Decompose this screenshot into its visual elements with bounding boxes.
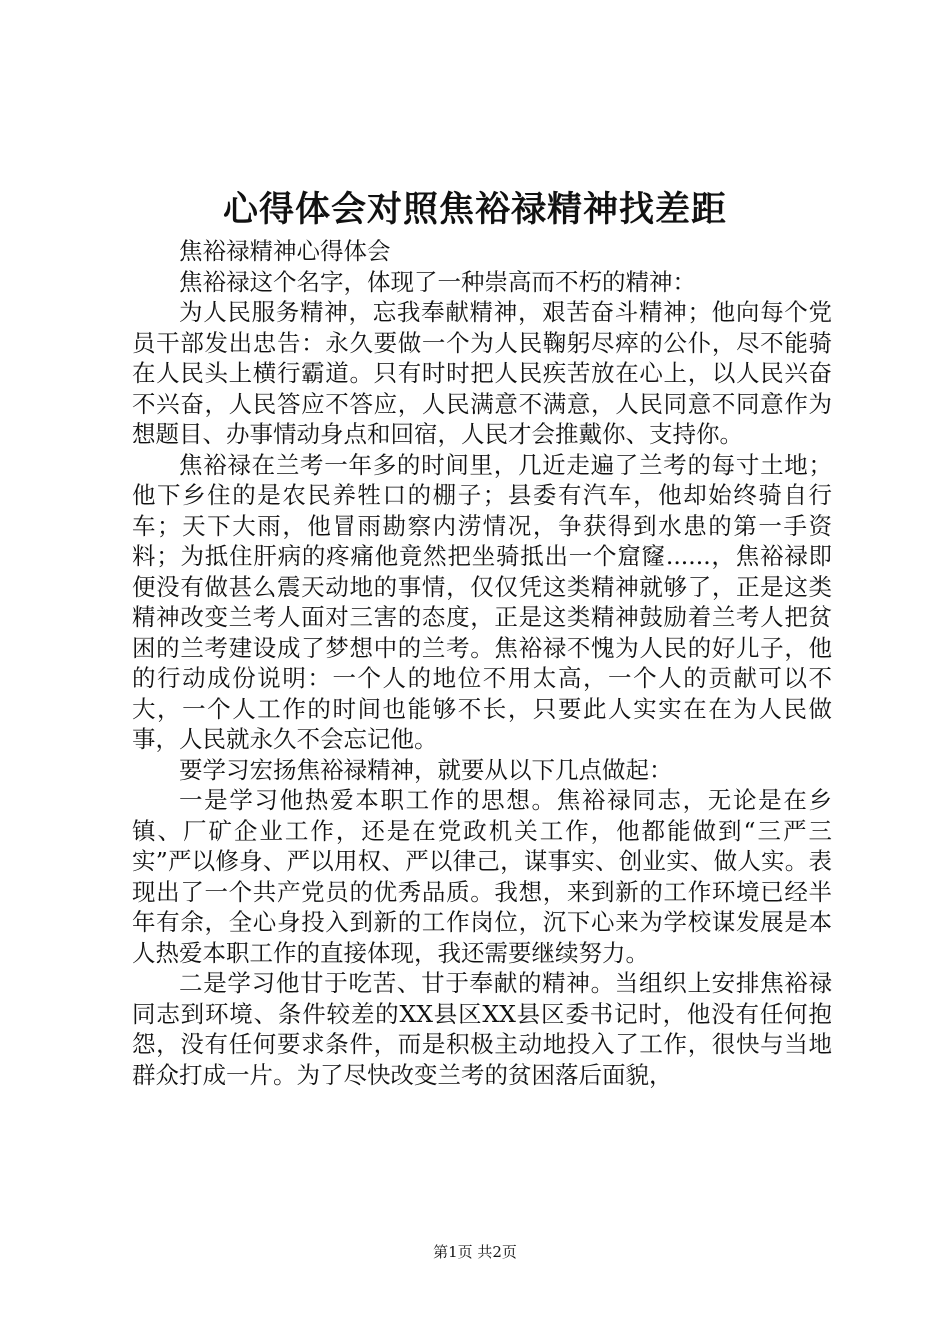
document-body — [132, 236, 832, 1090]
paragraph-learn: 要学习宏扬焦裕禄精神，就要从以下几点做起： — [179, 755, 673, 784]
paragraph-subtitle: 焦裕禄精神心得体会 — [179, 237, 391, 265]
paragraph-lankao: 焦裕禄在兰考一年多的时间里，几近走遍了兰考的每寸土地；他下乡住的是农民养牲口的棚子；县委有汽车，他却始终骑自行车；天下大雨，他冒雨勘察内涝情况，争获得到水患的第一手资料；为抵住肝病的疼痛他竟然把坐骑抵出一个窟窿......，焦裕禄即便没有做甚么震天动地的事情，仅仅凭这类精神就够了，正是这类精神改变兰考人面对三害的态度，正是这类精神鼓励着兰考人把贫困的兰考建设成了梦想中的兰考。焦裕禄不愧为人民的好儿子，他的行动成份说明：一个人的地位不用太高，一个人的贡献可以不大，一个人工作的时间也能够不长，只要此人实实在在为人民做事，人民就永久不会忘记他。 — [132, 450, 832, 753]
paragraph-point-two: 二是学习他甘于吃苦、甘于奉献的精神。当组织上安排焦裕禄同志到环境、条件较差的XX县区XX县区委书记时，他没有任何抱怨，没有任何要求条件，而是积极主动地投入了工作，很快与当地群众打成一片。为了尽快改变兰考的贫困落后面貌， — [132, 969, 832, 1089]
paragraph-point-one: 一是学习他热爱本职工作的思想。焦裕禄同志，无论是在乡镇、厂矿企业工作，还是在党政机关工作，他都能做到“三严三实”严以修身、严以用权、严以律己，谋事实、创业实、做人实。表现出了一个共产党员的优秀品质。我想，来到新的工作环境已经半年有余，全心身投入到新的工作岗位，沉下心来为学校谋发展是本人热爱本职工作的直接体现，我还需要继续努力。 — [132, 786, 832, 967]
document-title: 心得体会对照焦裕禄精神找差距 — [222, 189, 727, 230]
page-number: 第1页 共2页 — [433, 1243, 517, 1261]
paragraph-intro: 焦裕禄这个名字，体现了一种崇高而不朽的精神： — [179, 267, 696, 296]
paragraph-spirit: 为人民服务精神，忘我奉献精神，艰苦奋斗精神；他向每个党员干部发出忠告：永久要做一个为人民鞠躬尽瘁的公仆，尽不能骑在人民头上横行霸道。只有时时把人民疾苦放在心上，以人民兴奋不兴奋，人民答应不答应，人民满意不满意，人民同意不同意作为想题目、办事情动身点和回宿，人民才会推戴你、支持你。 — [132, 298, 832, 448]
